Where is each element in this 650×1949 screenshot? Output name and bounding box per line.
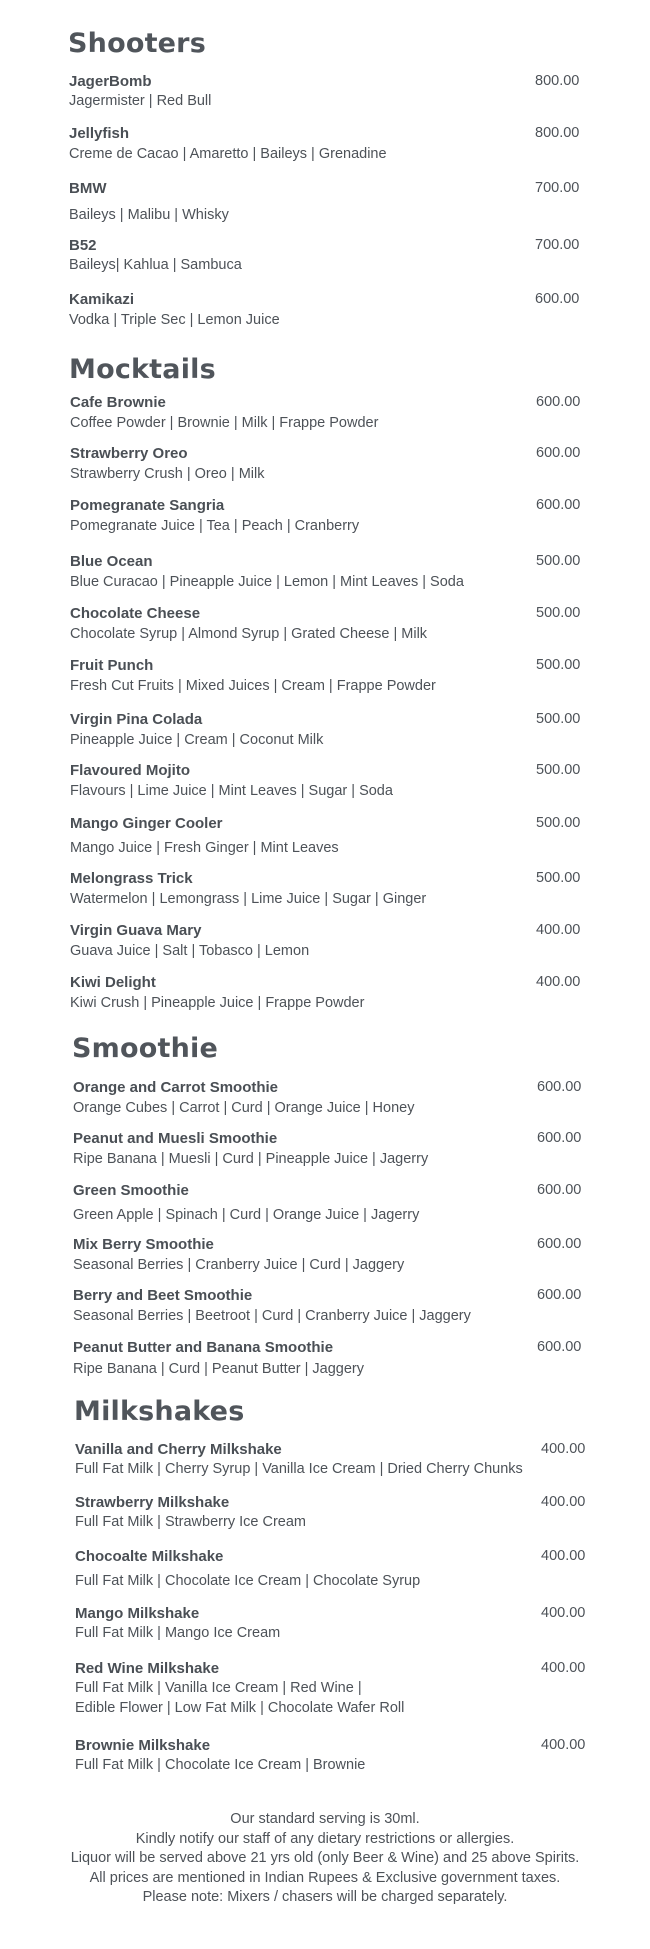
item-name: Kiwi Delight <box>70 974 156 991</box>
item-description: Baileys| Kahlua | Sambuca <box>69 257 242 273</box>
item-price: 600.00 <box>537 1182 582 1198</box>
item-description: Watermelon | Lemongrass | Lime Juice | Sugar | Ginger <box>70 891 427 907</box>
item-name: BMW <box>69 180 107 197</box>
item-price: 600.00 <box>537 1079 582 1095</box>
item-description: Baileys | Malibu | Whisky <box>69 207 229 223</box>
item-price: 600.00 <box>537 1287 582 1303</box>
item-description: Full Fat Milk | Mango Ice Cream <box>75 1625 281 1641</box>
item-description: Full Fat Milk | Cherry Syrup | Vanilla Ice Cream | Dried Cherry Chunks <box>75 1461 523 1477</box>
item-description: Jagermister | Red Bull <box>69 93 212 109</box>
item-price: 700.00 <box>535 237 580 253</box>
item-price: 600.00 <box>536 497 581 513</box>
item-name: Berry and Beet Smoothie <box>73 1287 253 1304</box>
item-description: Ripe Banana | Muesli | Curd | Pineapple Juice | Jagerry <box>73 1151 429 1167</box>
item-name: Orange and Carrot Smoothie <box>73 1079 279 1096</box>
item-price: 500.00 <box>536 605 581 621</box>
item-description: Guava Juice | Salt | Tobasco | Lemon <box>70 943 310 959</box>
item-price: 600.00 <box>537 1339 582 1355</box>
item-name: Pomegranate Sangria <box>70 497 225 514</box>
item-name: Jellyfish <box>69 125 130 142</box>
footer-note: Our standard serving is 30ml. <box>230 1811 420 1827</box>
item-name: Cafe Brownie <box>70 394 166 411</box>
item-description: Orange Cubes | Carrot | Curd | Orange Juice | Honey <box>73 1100 415 1116</box>
item-name: Mango Milkshake <box>75 1605 200 1622</box>
item-name: Mango Ginger Cooler <box>70 815 223 832</box>
item-name: B52 <box>69 237 97 254</box>
item-description: Chocolate Syrup | Almond Syrup | Grated Cheese | Milk <box>70 626 428 642</box>
item-price: 500.00 <box>536 553 581 569</box>
item-price: 800.00 <box>535 73 580 89</box>
section-title-mocktails: Mocktails <box>69 354 216 385</box>
item-name: Brownie Milkshake <box>75 1737 211 1754</box>
footer-note: Kindly notify our staff of any dietary restrictions or allergies. <box>135 1830 515 1847</box>
footer-note: All prices are mentioned in Indian Rupees & Exclusive government taxes. <box>89 1869 561 1886</box>
item-description: Strawberry Crush | Oreo | Milk <box>70 466 265 482</box>
item-price: 600.00 <box>535 291 580 307</box>
item-description: Vodka | Triple Sec | Lemon Juice <box>69 312 280 328</box>
item-price: 400.00 <box>541 1737 586 1753</box>
item-name: Strawberry Milkshake <box>75 1494 230 1511</box>
item-price: 500.00 <box>536 762 581 778</box>
item-description: Pomegranate Juice | Tea | Peach | Cranberry <box>70 518 360 534</box>
item-description: Seasonal Berries | Cranberry Juice | Curd | Jaggery <box>73 1257 405 1273</box>
item-description: Mango Juice | Fresh Ginger | Mint Leaves <box>70 840 339 856</box>
item-name: Melongrass Trick <box>70 870 193 887</box>
item-description: Coffee Powder | Brownie | Milk | Frappe Powder <box>70 415 379 431</box>
item-name: Flavoured Mojito <box>70 762 190 779</box>
item-price: 500.00 <box>536 870 581 886</box>
item-price: 800.00 <box>535 125 580 141</box>
item-name: Chocolate Cheese <box>70 605 201 622</box>
item-name: Peanut and Muesli Smoothie <box>73 1130 278 1147</box>
item-name: Peanut Butter and Banana Smoothie <box>73 1339 334 1356</box>
item-name: Red Wine Milkshake <box>75 1660 220 1677</box>
item-description: Full Fat Milk | Strawberry Ice Cream <box>75 1514 306 1530</box>
item-name: Fruit Punch <box>70 657 154 674</box>
item-name: Virgin Pina Colada <box>70 711 203 728</box>
item-description: Ripe Banana | Curd | Peanut Butter | Jaggery <box>73 1361 364 1377</box>
item-price: 400.00 <box>541 1605 586 1621</box>
section-title-shooters: Shooters <box>68 28 206 59</box>
item-name: Chocoalte Milkshake <box>75 1548 224 1565</box>
item-price: 600.00 <box>536 394 581 410</box>
section-title-milkshakes: Milkshakes <box>74 1396 245 1427</box>
item-description: Full Fat Milk | Chocolate Ice Cream | Chocolate Syrup <box>75 1573 421 1589</box>
item-price: 400.00 <box>541 1548 586 1564</box>
item-price: 400.00 <box>541 1660 586 1676</box>
item-description: Edible Flower | Low Fat Milk | Chocolate Wafer Roll <box>75 1700 405 1716</box>
item-description: Blue Curacao | Pineapple Juice | Lemon | Mint Leaves | Soda <box>70 574 464 590</box>
item-price: 400.00 <box>536 922 581 938</box>
item-price: 500.00 <box>536 815 581 831</box>
item-name: Blue Ocean <box>70 553 153 570</box>
item-description: Kiwi Crush | Pineapple Juice | Frappe Powder <box>70 995 365 1011</box>
item-name: Strawberry Oreo <box>70 445 188 462</box>
item-price: 600.00 <box>536 445 581 461</box>
item-name: Green Smoothie <box>73 1182 189 1199</box>
item-description: Full Fat Milk | Vanilla Ice Cream | Red Wine | <box>75 1680 362 1696</box>
item-price: 400.00 <box>541 1494 586 1510</box>
item-description: Green Apple | Spinach | Curd | Orange Juice | Jagerry <box>73 1207 420 1223</box>
item-description: Flavours | Lime Juice | Mint Leaves | Sugar | Soda <box>70 783 393 799</box>
item-price: 600.00 <box>537 1130 582 1146</box>
item-name: Vanilla and Cherry Milkshake <box>75 1441 282 1458</box>
item-price: 500.00 <box>536 657 581 673</box>
item-price: 600.00 <box>537 1236 582 1252</box>
item-name: Virgin Guava Mary <box>70 922 202 939</box>
menu-footer <box>0 1810 650 1908</box>
footer-note: Liquor will be served above 21 yrs old (only Beer & Wine) and 25 above Spirits. <box>70 1850 580 1866</box>
footer-note: Please note: Mixers / chasers will be charged separately. <box>142 1889 508 1905</box>
item-description: Seasonal Berries | Beetroot | Curd | Cranberry Juice | Jaggery <box>73 1308 471 1324</box>
item-description: Pineapple Juice | Cream | Coconut Milk <box>70 732 324 748</box>
item-price: 400.00 <box>541 1441 586 1457</box>
item-description: Fresh Cut Fruits | Mixed Juices | Cream | Frappe Powder <box>70 678 436 694</box>
item-description: Creme de Cacao | Amaretto | Baileys | Grenadine <box>69 146 387 162</box>
item-description: Full Fat Milk | Chocolate Ice Cream | Brownie <box>75 1757 366 1773</box>
item-name: Kamikazi <box>69 291 135 308</box>
item-name: JagerBomb <box>69 73 152 90</box>
section-title-smoothie: Smoothie <box>72 1033 218 1064</box>
item-price: 400.00 <box>536 974 581 990</box>
item-price: 700.00 <box>535 180 580 196</box>
item-price: 500.00 <box>536 711 581 727</box>
item-name: Mix Berry Smoothie <box>73 1236 214 1253</box>
